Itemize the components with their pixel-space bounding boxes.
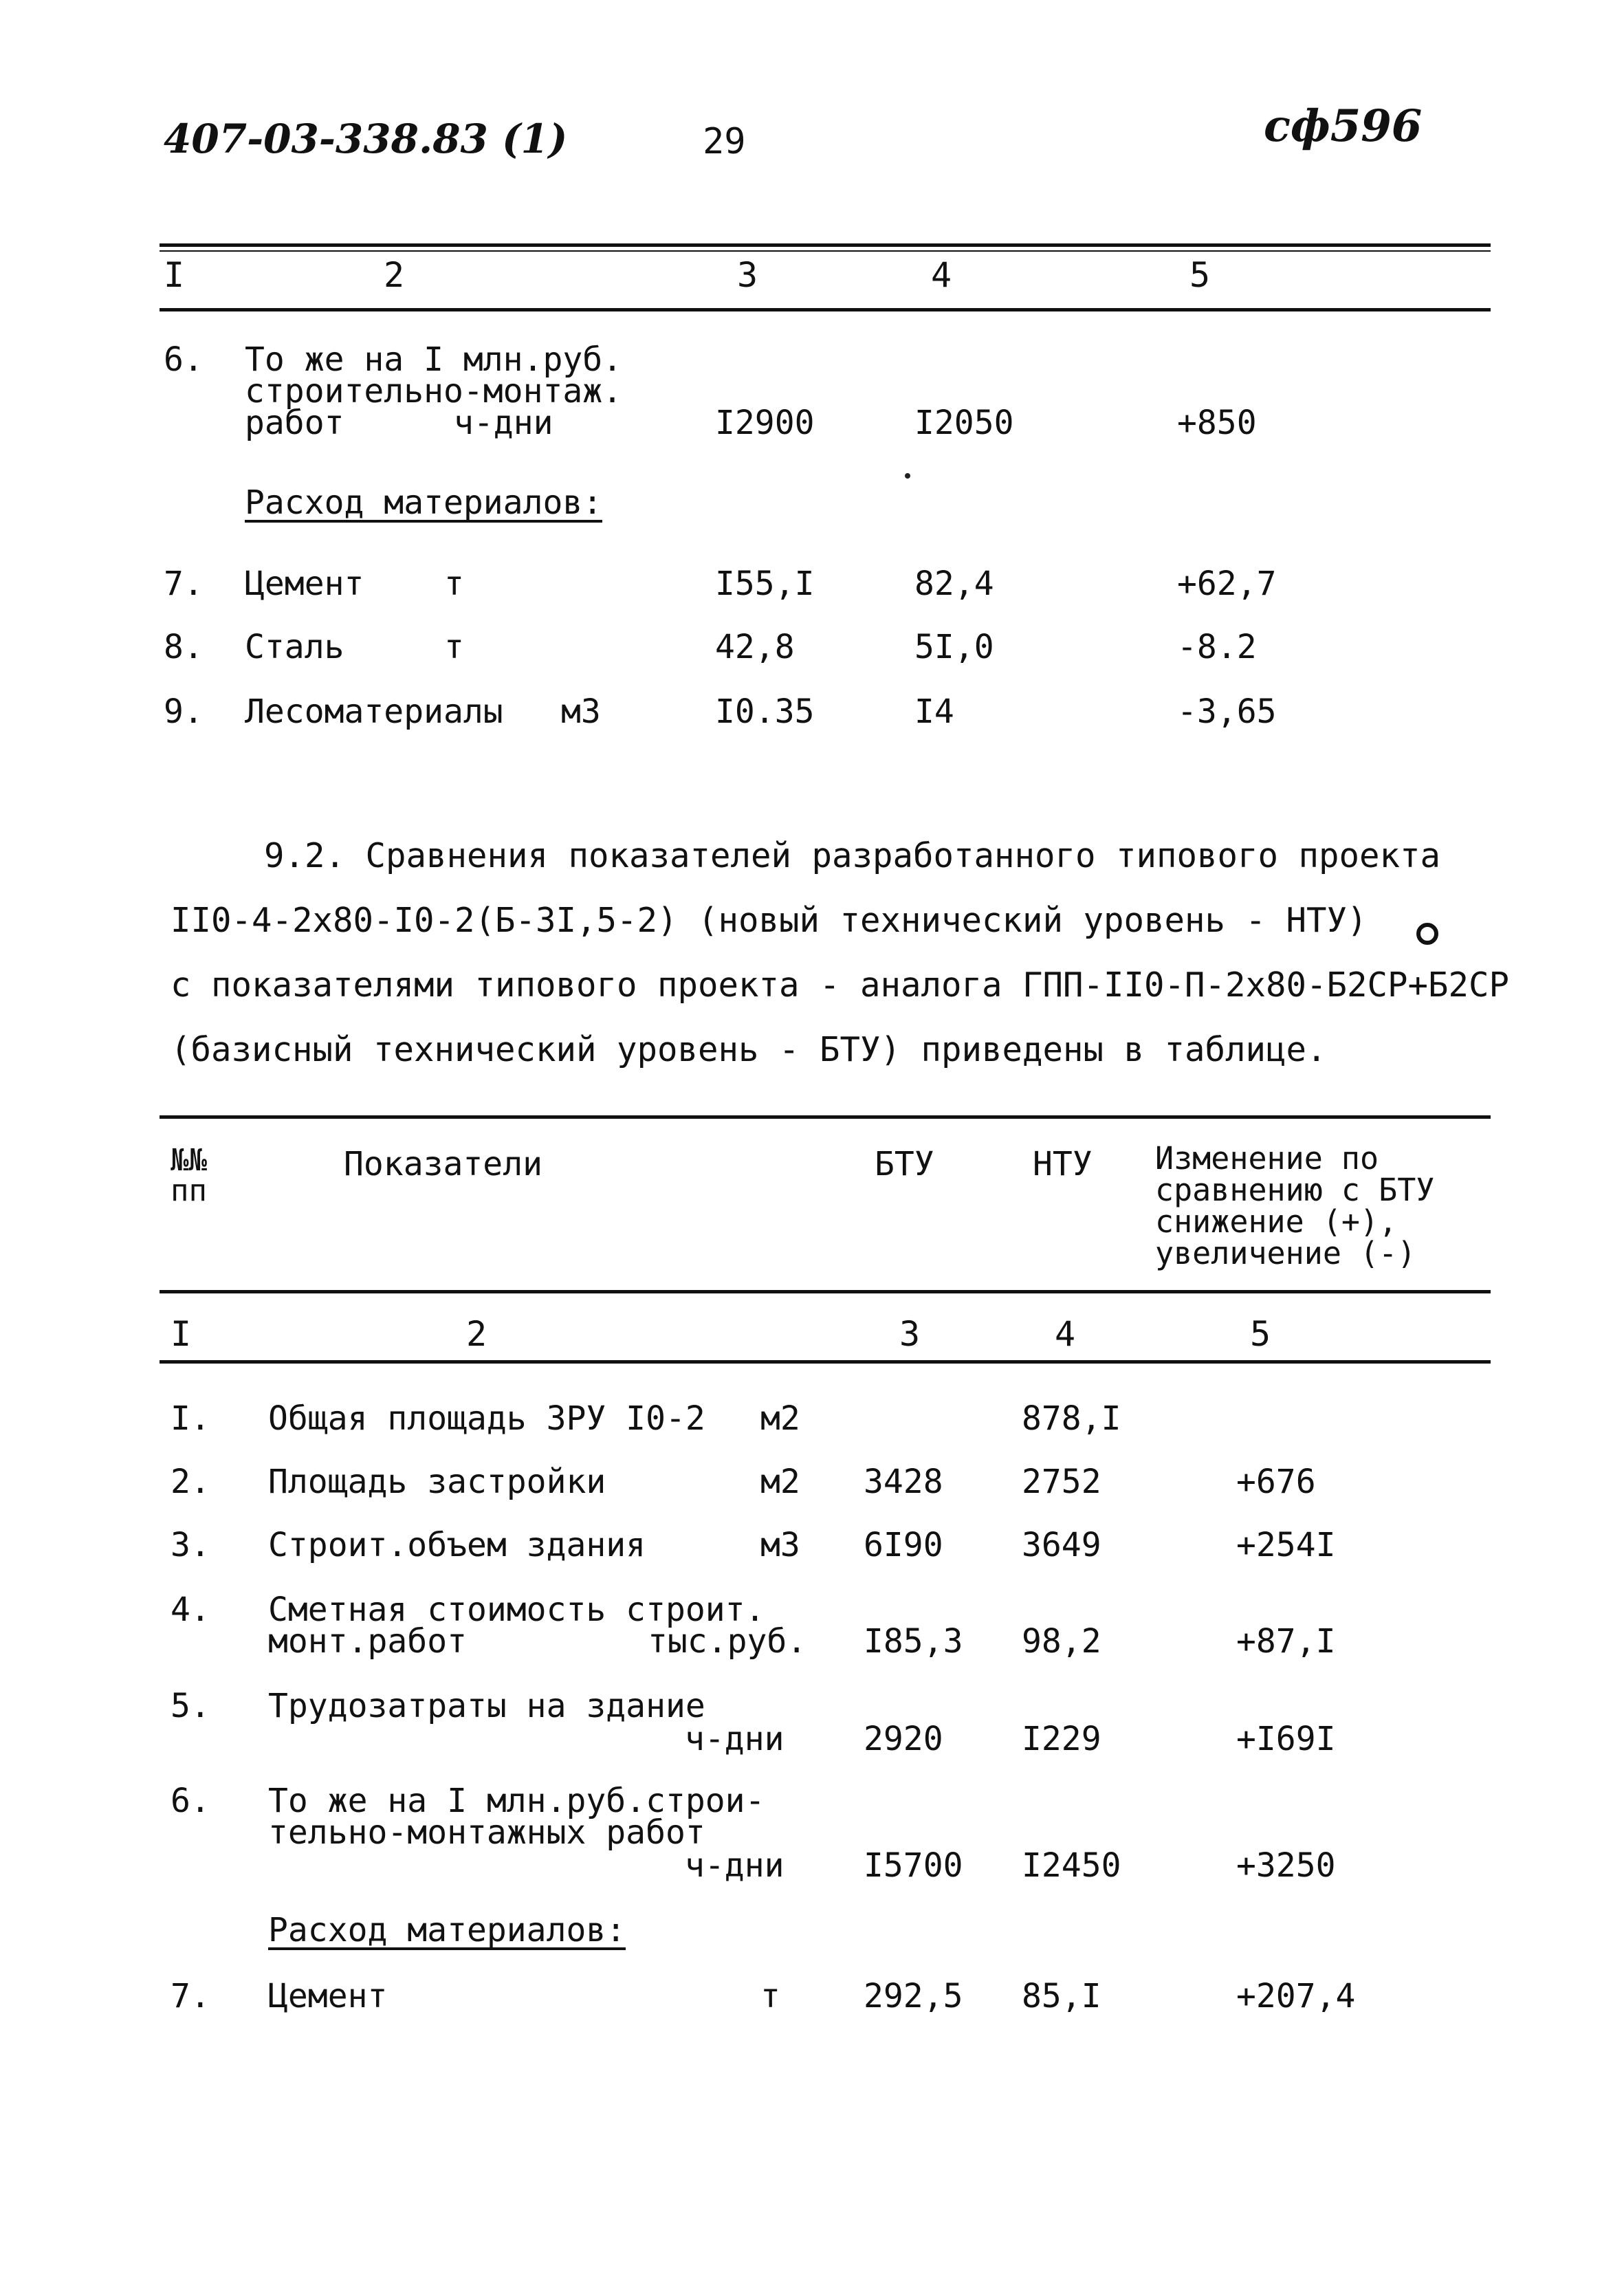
table2-row-num: 2.: [171, 1463, 210, 1501]
paragraph-line: 9.2. Сравнения показателей разработанного типового проекта: [264, 836, 1441, 875]
table2-row-num: 5.: [171, 1687, 210, 1725]
table2-colnum-rule: [160, 1360, 1491, 1364]
table2-row-num: 3.: [171, 1526, 210, 1564]
archive-stamp: сф596: [1264, 100, 1423, 152]
table2-row-name-line: Трудозатраты на здание: [268, 1687, 705, 1725]
table1-cell-3: 42,8: [715, 628, 795, 666]
table1-cell-3: I0.35: [715, 692, 815, 731]
table2-colnum-5: 5: [1250, 1314, 1271, 1354]
table2-cell-change: +207,4: [1236, 1977, 1356, 2015]
table1-colnum-5: 5: [1189, 255, 1211, 295]
table1-colnum-2: 2: [384, 255, 405, 295]
table2-row-num: I.: [171, 1399, 210, 1438]
table1-colnum-3: 3: [737, 255, 758, 295]
table2-cell-btu: I5700: [864, 1846, 963, 1885]
table2-cell-ntu: 2752: [1022, 1463, 1101, 1501]
table2-header-indicators: Показатели: [344, 1145, 542, 1183]
table1-cell-3: I55,I: [715, 565, 815, 603]
table1-cell-4: I2050: [914, 404, 1014, 442]
table2-cell-btu: 292,5: [864, 1977, 963, 2015]
table2-cell-btu: 3428: [864, 1463, 943, 1501]
table2-row-name-line: То же на I млн.руб.строи-: [268, 1782, 765, 1820]
table2-row-name-line: тельно-монтажных работ: [268, 1813, 705, 1852]
table2-row-unit: м2: [760, 1399, 800, 1438]
table2-header-rule: [160, 1290, 1491, 1293]
table2-row-unit: ч-дни: [685, 1846, 784, 1885]
table2-header-num: №№ пп: [171, 1143, 207, 1208]
table2-cell-change: +87,I: [1236, 1622, 1336, 1661]
table2-colnum-2: 2: [466, 1314, 487, 1354]
table1-row-unit: т: [444, 565, 464, 603]
table2-cell-ntu: I2450: [1022, 1846, 1121, 1885]
margin-mark: [1416, 923, 1438, 945]
table1-row-num: 8.: [164, 628, 204, 666]
table2-row-unit: ч-дни: [685, 1720, 784, 1758]
table2-header-change: Изменение по сравнению с БТУ снижение (+), увеличение (-): [1155, 1140, 1435, 1271]
table2-cell-change: +676: [1236, 1463, 1316, 1501]
table2-row-num: 4.: [171, 1590, 210, 1629]
table2-section-heading: Расход материалов:: [268, 1911, 626, 1949]
table1-row-name-line: работ: [245, 404, 344, 442]
table2-row-name-line: монт.работ: [268, 1622, 467, 1661]
table1-row-unit: ч-дни: [454, 404, 553, 442]
table1-colnum-1: I: [164, 255, 185, 295]
table1-row-num: 7.: [164, 565, 204, 603]
document-number: 407-03-338.83 (1): [164, 116, 568, 162]
table2-cell-ntu: 3649: [1022, 1526, 1101, 1564]
table2-colnum-3: 3: [899, 1314, 921, 1354]
table2-row-unit: м2: [760, 1463, 800, 1501]
table1-top-rule-thin: [160, 250, 1491, 252]
table2-colnum-4: 4: [1055, 1314, 1076, 1354]
table1-cell-5: -3,65: [1177, 692, 1277, 731]
table2-row-num: 7.: [171, 1977, 210, 2015]
table1-header-rule: [160, 308, 1491, 311]
table2-row-name-line: Сметная стоимость строит.: [268, 1590, 765, 1629]
table2-colnum-1: I: [171, 1314, 192, 1354]
table1-row-num: 6.: [164, 340, 204, 379]
table2-row-name: Цемент: [268, 1977, 388, 2015]
table1-row-name: Лесоматериалы: [245, 692, 503, 731]
table1-row-name: Сталь: [245, 628, 344, 666]
table2-row-num: 6.: [171, 1782, 210, 1820]
table2-cell-change: +254I: [1236, 1526, 1336, 1564]
table1-cell-5: +62,7: [1177, 565, 1277, 603]
table1-cell-5: -8.2: [1177, 628, 1257, 666]
table2-cell-btu: 2920: [864, 1720, 943, 1758]
table2-row-name: Площадь застройки: [268, 1463, 606, 1501]
table2-row-name: Строит.объем здания: [268, 1526, 646, 1564]
table1-row-unit: т: [444, 628, 464, 666]
table1-row-name: Цемент: [245, 565, 364, 603]
table1-top-rule: [160, 243, 1491, 247]
table1-row-name-line: строительно-монтаж.: [245, 372, 623, 411]
table2-cell-ntu: 98,2: [1022, 1622, 1101, 1661]
table2-row-unit: м3: [760, 1526, 800, 1564]
paragraph-line: (базисный технический уровень - БТУ) приведены в таблице.: [171, 1030, 1327, 1069]
table2-row-unit: т: [760, 1977, 780, 2015]
table2-cell-btu: I85,3: [864, 1622, 963, 1661]
table2-row-unit: тыс.руб.: [648, 1622, 807, 1661]
table1-cell-4: 5I,0: [914, 628, 994, 666]
table2-header-ntu: НТУ: [1033, 1145, 1093, 1183]
table1-row-name-line: То же на I млн.руб.: [245, 340, 623, 379]
table2-cell-ntu: I229: [1022, 1720, 1101, 1758]
table1-section-heading: Расход материалов:: [245, 483, 603, 522]
table2-header-btu: БТУ: [875, 1145, 934, 1183]
page-number: 29: [703, 121, 746, 162]
table1-cell-3: I2900: [715, 404, 815, 442]
table1-cell-4: I4: [914, 692, 954, 731]
table1-cell-5: +850: [1177, 404, 1257, 442]
table1-colnum-4: 4: [931, 255, 952, 295]
paragraph-line: II0-4-2х80-I0-2(Б-3I,5-2) (новый технический уровень - НТУ): [171, 901, 1368, 940]
scan-speck: [905, 473, 910, 479]
table1-row-unit: м3: [561, 692, 601, 731]
table2-row-name: Общая площадь ЗРУ I0-2: [268, 1399, 705, 1438]
table2-cell-ntu: 85,I: [1022, 1977, 1101, 2015]
paragraph-line: с показателями типового проекта - аналога ГПП-II0-П-2х80-Б2СР+Б2СР: [171, 965, 1510, 1005]
table2-cell-ntu: 878,I: [1022, 1399, 1121, 1438]
table2-cell-change: +3250: [1236, 1846, 1336, 1885]
table2-top-rule: [160, 1115, 1491, 1119]
table1-cell-4: 82,4: [914, 565, 994, 603]
table2-cell-btu: 6I90: [864, 1526, 943, 1564]
table1-row-num: 9.: [164, 692, 204, 731]
table2-cell-change: +I69I: [1236, 1720, 1336, 1758]
